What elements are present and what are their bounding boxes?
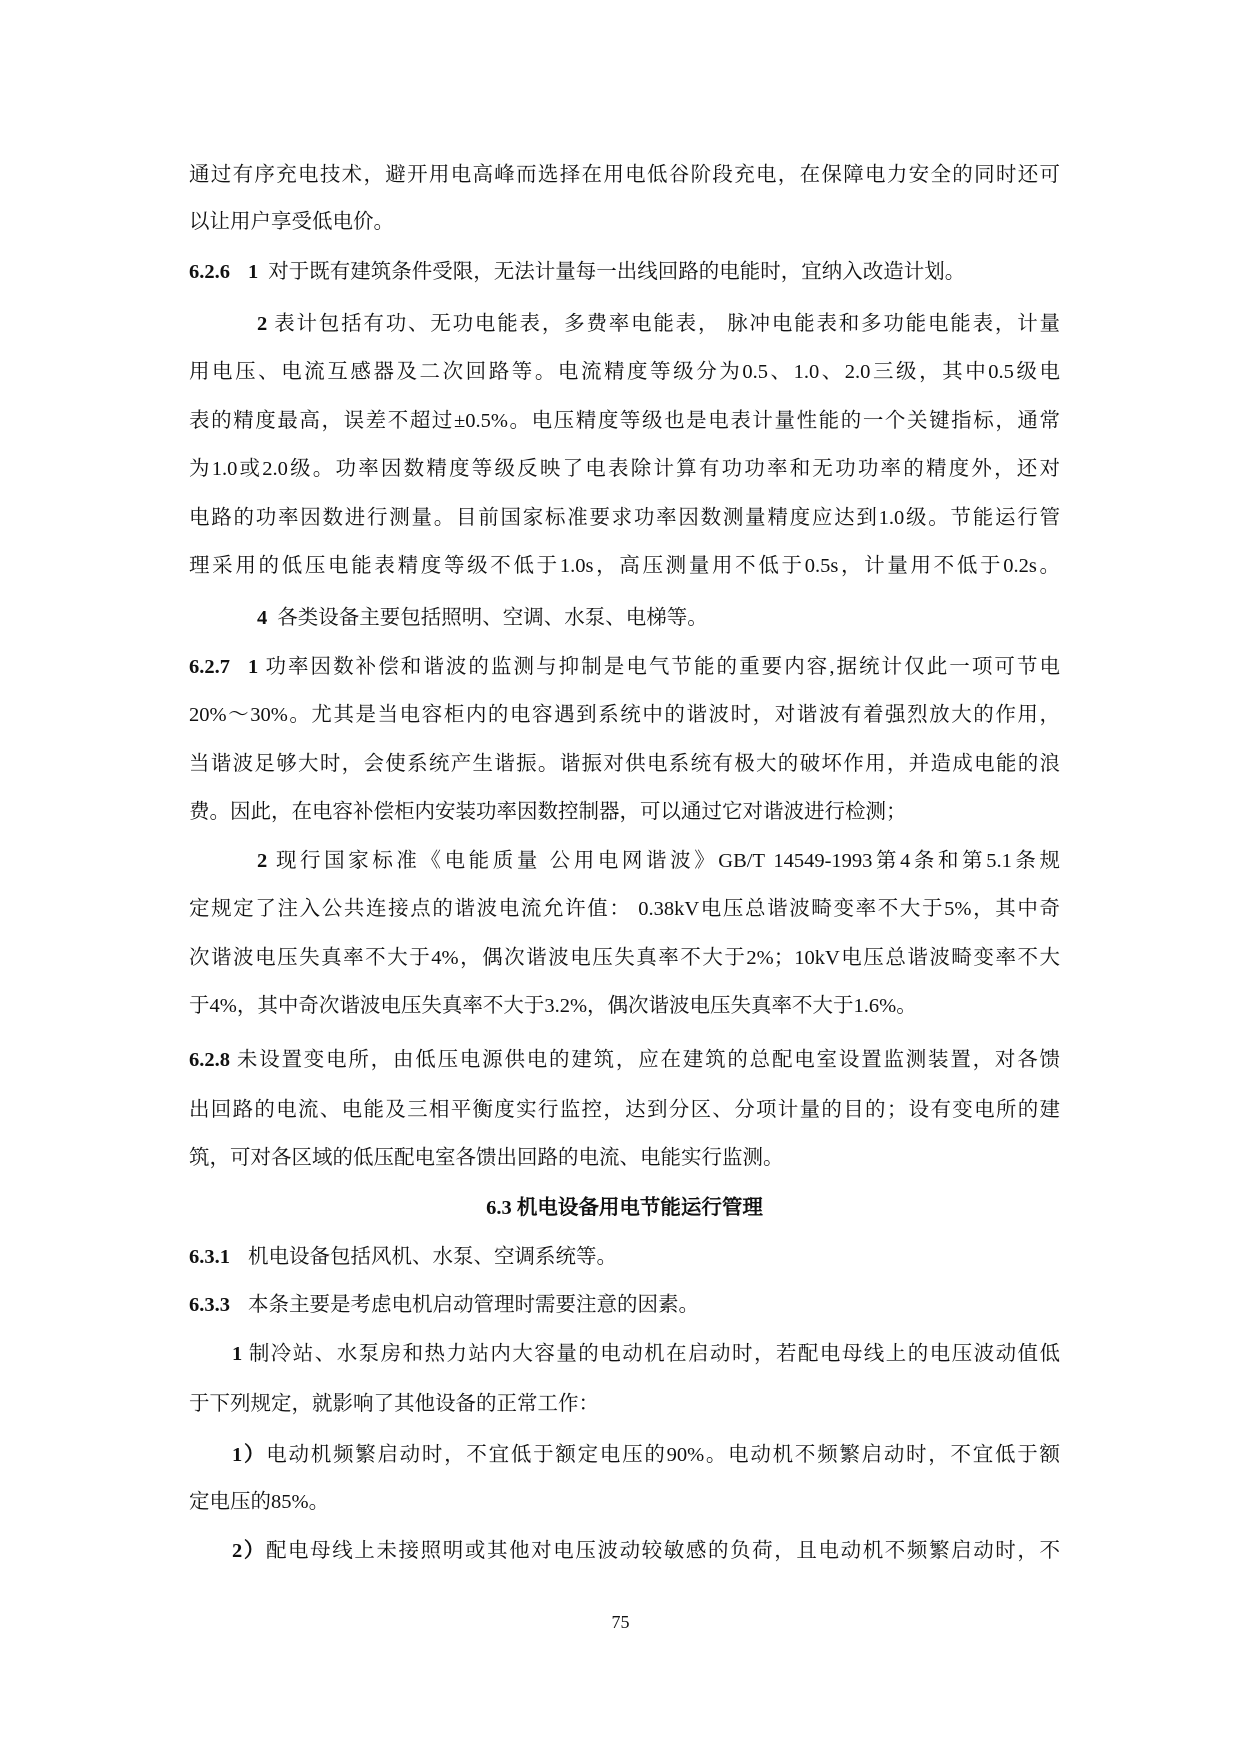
text-line — [189, 991, 1060, 1021]
item-number: 2） — [232, 1540, 266, 1562]
heading-text: 6.3 机电设备用电节能运行管理 — [486, 1197, 763, 1219]
item-number: 2 — [257, 850, 268, 872]
text-line — [189, 207, 1060, 237]
text-line — [189, 503, 1060, 533]
line-text: 次谐波电压失真率不大于4%，偶次谐波电压失真率不大于2%；10kV电压总谐波畸变率不大 — [189, 947, 1060, 969]
line-text: 筑，可对各区域的低压配电室各馈出回路的电流、电能实行监测。 — [189, 1147, 784, 1169]
text-line — [189, 1487, 1060, 1517]
line-text: 理采用的低压电能表精度等级不低于1.0s，高压测量用不低于0.5s，计量用不低于0.2s。 — [189, 555, 1060, 577]
line-text: 定电压的85%。 — [189, 1491, 330, 1513]
line-text: 各类设备主要包括照明、空调、水泵、电梯等。 — [277, 607, 708, 629]
line-text: 配电母线上未接照明或其他对电压波动较敏感的负荷，且电动机不频繁启动时，不 — [265, 1540, 1060, 1562]
text-line — [189, 943, 1060, 973]
line-text: 用电压、电流互感器及二次回路等。电流精度等级分为0.5、1.0、2.0三级，其中0.5级电 — [189, 361, 1060, 383]
line-text: 20%～30%。尤其是当电容柜内的电容遇到系统中的谐波时，对谐波有着强烈放大的作用， — [189, 704, 1060, 726]
item-number: 1 — [232, 1343, 243, 1365]
clause-number: 6.2.7 — [189, 656, 230, 678]
line-text: 为1.0或2.0级。功率因数精度等级反映了电表除计算有功功率和无功功率的精度外，还对 — [189, 458, 1060, 480]
clause-6-3-1 — [189, 1242, 1060, 1272]
text-line — [189, 1389, 1060, 1419]
line-text: 本条主要是考虑电机启动管理时需要注意的因素。 — [248, 1294, 699, 1316]
text-line — [189, 894, 1060, 924]
line-text: 现行国家标准《电能质量 公用电网谐波》GB/T 14549-1993第4条和第5.1条规 — [275, 850, 1060, 872]
subitem-2 — [189, 1536, 1060, 1566]
subitem-1 — [189, 1440, 1060, 1470]
line-text: 以让用户享受低电价。 — [189, 211, 394, 233]
line-text: 制冷站、水泵房和热力站内大容量的电动机在启动时，若配电母线上的电压波动值低 — [248, 1343, 1061, 1365]
text-line — [189, 551, 1060, 581]
line-text: 于4%，其中奇次谐波电压失真率不大于3.2%，偶次谐波电压失真率不大于1.6%。 — [189, 995, 917, 1017]
clause-6-3-3 — [189, 1290, 1060, 1320]
clause-6-2-8 — [189, 1045, 1060, 1075]
item-number: 1 — [248, 656, 259, 678]
text-line — [189, 357, 1060, 387]
line-text: 定规定了注入公共连接点的谐波电流允许值： 0.38kV电压总谐波畸变率不大于5%，其中奇 — [189, 898, 1060, 920]
line-text: 表计包括有功、无功电能表，多费率电能表， 脉冲电能表和多功能电能表，计量 — [274, 313, 1061, 335]
line-text: 出回路的电流、电能及三相平衡度实行监控，达到分区、分项计量的目的；设有变电所的建 — [189, 1099, 1060, 1121]
line-text: 对于既有建筑条件受限，无法计量每一出线回路的电能时，宜纳入改造计划。 — [268, 261, 966, 283]
item-number: 1） — [232, 1444, 267, 1466]
clause-number: 6.2.8 — [189, 1049, 230, 1071]
text-line — [189, 749, 1060, 779]
text-line — [189, 160, 1060, 190]
text-line — [189, 1095, 1060, 1125]
line-text: 于下列规定，就影响了其他设备的正常工作： — [189, 1393, 599, 1415]
clause-6-2-6 — [189, 257, 1060, 287]
line-text: 功率因数补偿和谐波的监测与抑制是电气节能的重要内容,据统计仅此一项可节电 — [265, 656, 1061, 678]
line-text: 费。因此，在电容补偿柜内安装功率因数控制器，可以通过它对谐波进行检测； — [189, 801, 907, 823]
text-line — [189, 406, 1060, 436]
item-number: 1 — [248, 261, 259, 283]
clause-number: 6.2.6 — [189, 261, 230, 283]
line-text: 未设置变电所，由低压电源供电的建筑，应在建筑的总配电室设置监测装置，对各馈 — [236, 1049, 1061, 1071]
text-line — [189, 797, 1060, 827]
text-line — [189, 1143, 1060, 1173]
item-number: 4 — [257, 607, 268, 629]
clause-number: 6.3.1 — [189, 1246, 230, 1268]
item-4 — [189, 603, 1060, 633]
item-number: 2 — [257, 313, 268, 335]
section-heading — [189, 1193, 1060, 1223]
line-text: 电动机频繁启动时，不宜低于额定电压的90%。电动机不频繁启动时，不宜低于额 — [266, 1444, 1060, 1466]
text-line — [189, 700, 1060, 730]
line-text: 表的精度最高，误差不超过±0.5%。电压精度等级也是电表计量性能的一个关键指标，通常 — [189, 410, 1060, 432]
page-number: 75 — [611, 1612, 630, 1632]
item-2 — [189, 309, 1060, 339]
text-line — [189, 454, 1060, 484]
item-1 — [189, 1339, 1060, 1369]
line-text: 通过有序充电技术，避开用电高峰而选择在用电低谷阶段充电，在保障电力安全的同时还可 — [189, 164, 1060, 186]
line-text: 当谐波足够大时，会使系统产生谐振。谐振对供电系统有极大的破坏作用，并造成电能的浪 — [189, 753, 1060, 775]
clause-number: 6.3.3 — [189, 1294, 230, 1316]
line-text: 电路的功率因数进行测量。目前国家标准要求功率因数测量精度应达到1.0级。节能运行管 — [189, 507, 1060, 529]
line-text: 机电设备包括风机、水泵、空调系统等。 — [248, 1246, 617, 1268]
clause-6-2-7 — [189, 652, 1060, 682]
item-2 — [189, 846, 1060, 876]
